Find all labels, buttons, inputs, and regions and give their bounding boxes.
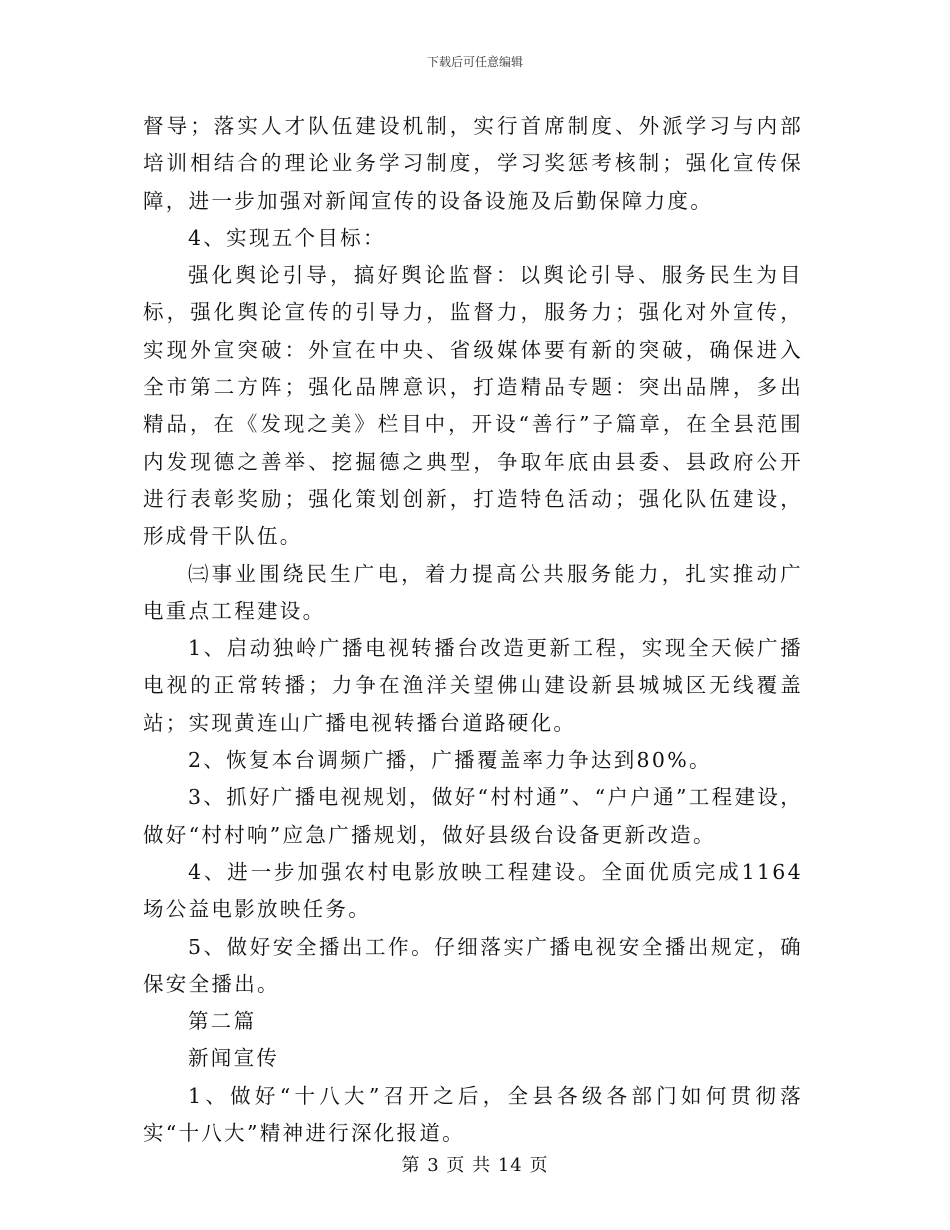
section-heading-part-two: 第二篇	[188, 1009, 257, 1034]
paragraph-4: ㈢事业围绕民生广电，着力提高公共服务能力，扎实推动广电重点工程建设。	[143, 561, 803, 623]
paragraph-8: 4、进一步加强农村电影放映工程建设。全面优质完成1164场公益电影放映任务。	[143, 859, 803, 922]
page-number-footer: 第 3 页 共 14 页	[401, 1155, 549, 1176]
paragraph-2: 4、实现五个目标：	[188, 225, 386, 250]
paragraph-12: 1、做好“十八大”召开之后，全县各级各部门如何贯彻落实“十八大”精神进行深化报道。	[143, 1083, 803, 1146]
paragraph-1: 督导；落实人才队伍建设机制，实行首席制度、外派学习与内部培训相结合的理论业务学习制度，学习奖惩考核制；强化宣传保障，进一步加强对新闻宣传的设备设施及后勤保障力度。	[143, 114, 803, 213]
paragraph-7: 3、抓好广播电视规划，做好“村村通”、“户户通”工程建设，做好“村村响”应急广播规划，做好县级台设备更新改造。	[143, 785, 803, 847]
paragraph-5: 1、启动独岭广播电视转播台改造更新工程，实现全天候广播电视的正常转播；力争在渔洋关望佛山建设新县城城区无线覆盖站；实现黄连山广播电视转播台道路硬化。	[143, 636, 803, 735]
paragraph-3: 强化舆论引导，搞好舆论监督：以舆论引导、服务民生为目标，强化舆论宣传的引导力，监督力，服务力；强化对外宣传，实现外宣突破：外宣在中央、省级媒体要有新的突破，确保进入全市第二方阵；强化品牌意识，打造精品专题：突出品牌，多出精品，在《发现之美》栏目中，开设“善行”子篇章，在全县范围内发现德之善举、挖掘德之典型，争取年底由县委、县政府公开进行表彰奖励；强化策划创新，打造特色活动；强化队伍建设，形成骨干队伍。	[143, 263, 803, 549]
paragraph-6: 2、恢复本台调频广播，广播覆盖率力争达到80%。	[188, 748, 712, 773]
document-body	[143, 108, 803, 1152]
section-heading-news: 新闻宣传	[188, 1046, 280, 1071]
page-header: 下载后可任意编辑	[426, 55, 523, 69]
paragraph-9: 5、做好安全播出工作。仔细落实广播电视安全播出规定，确保安全播出。	[143, 934, 803, 996]
